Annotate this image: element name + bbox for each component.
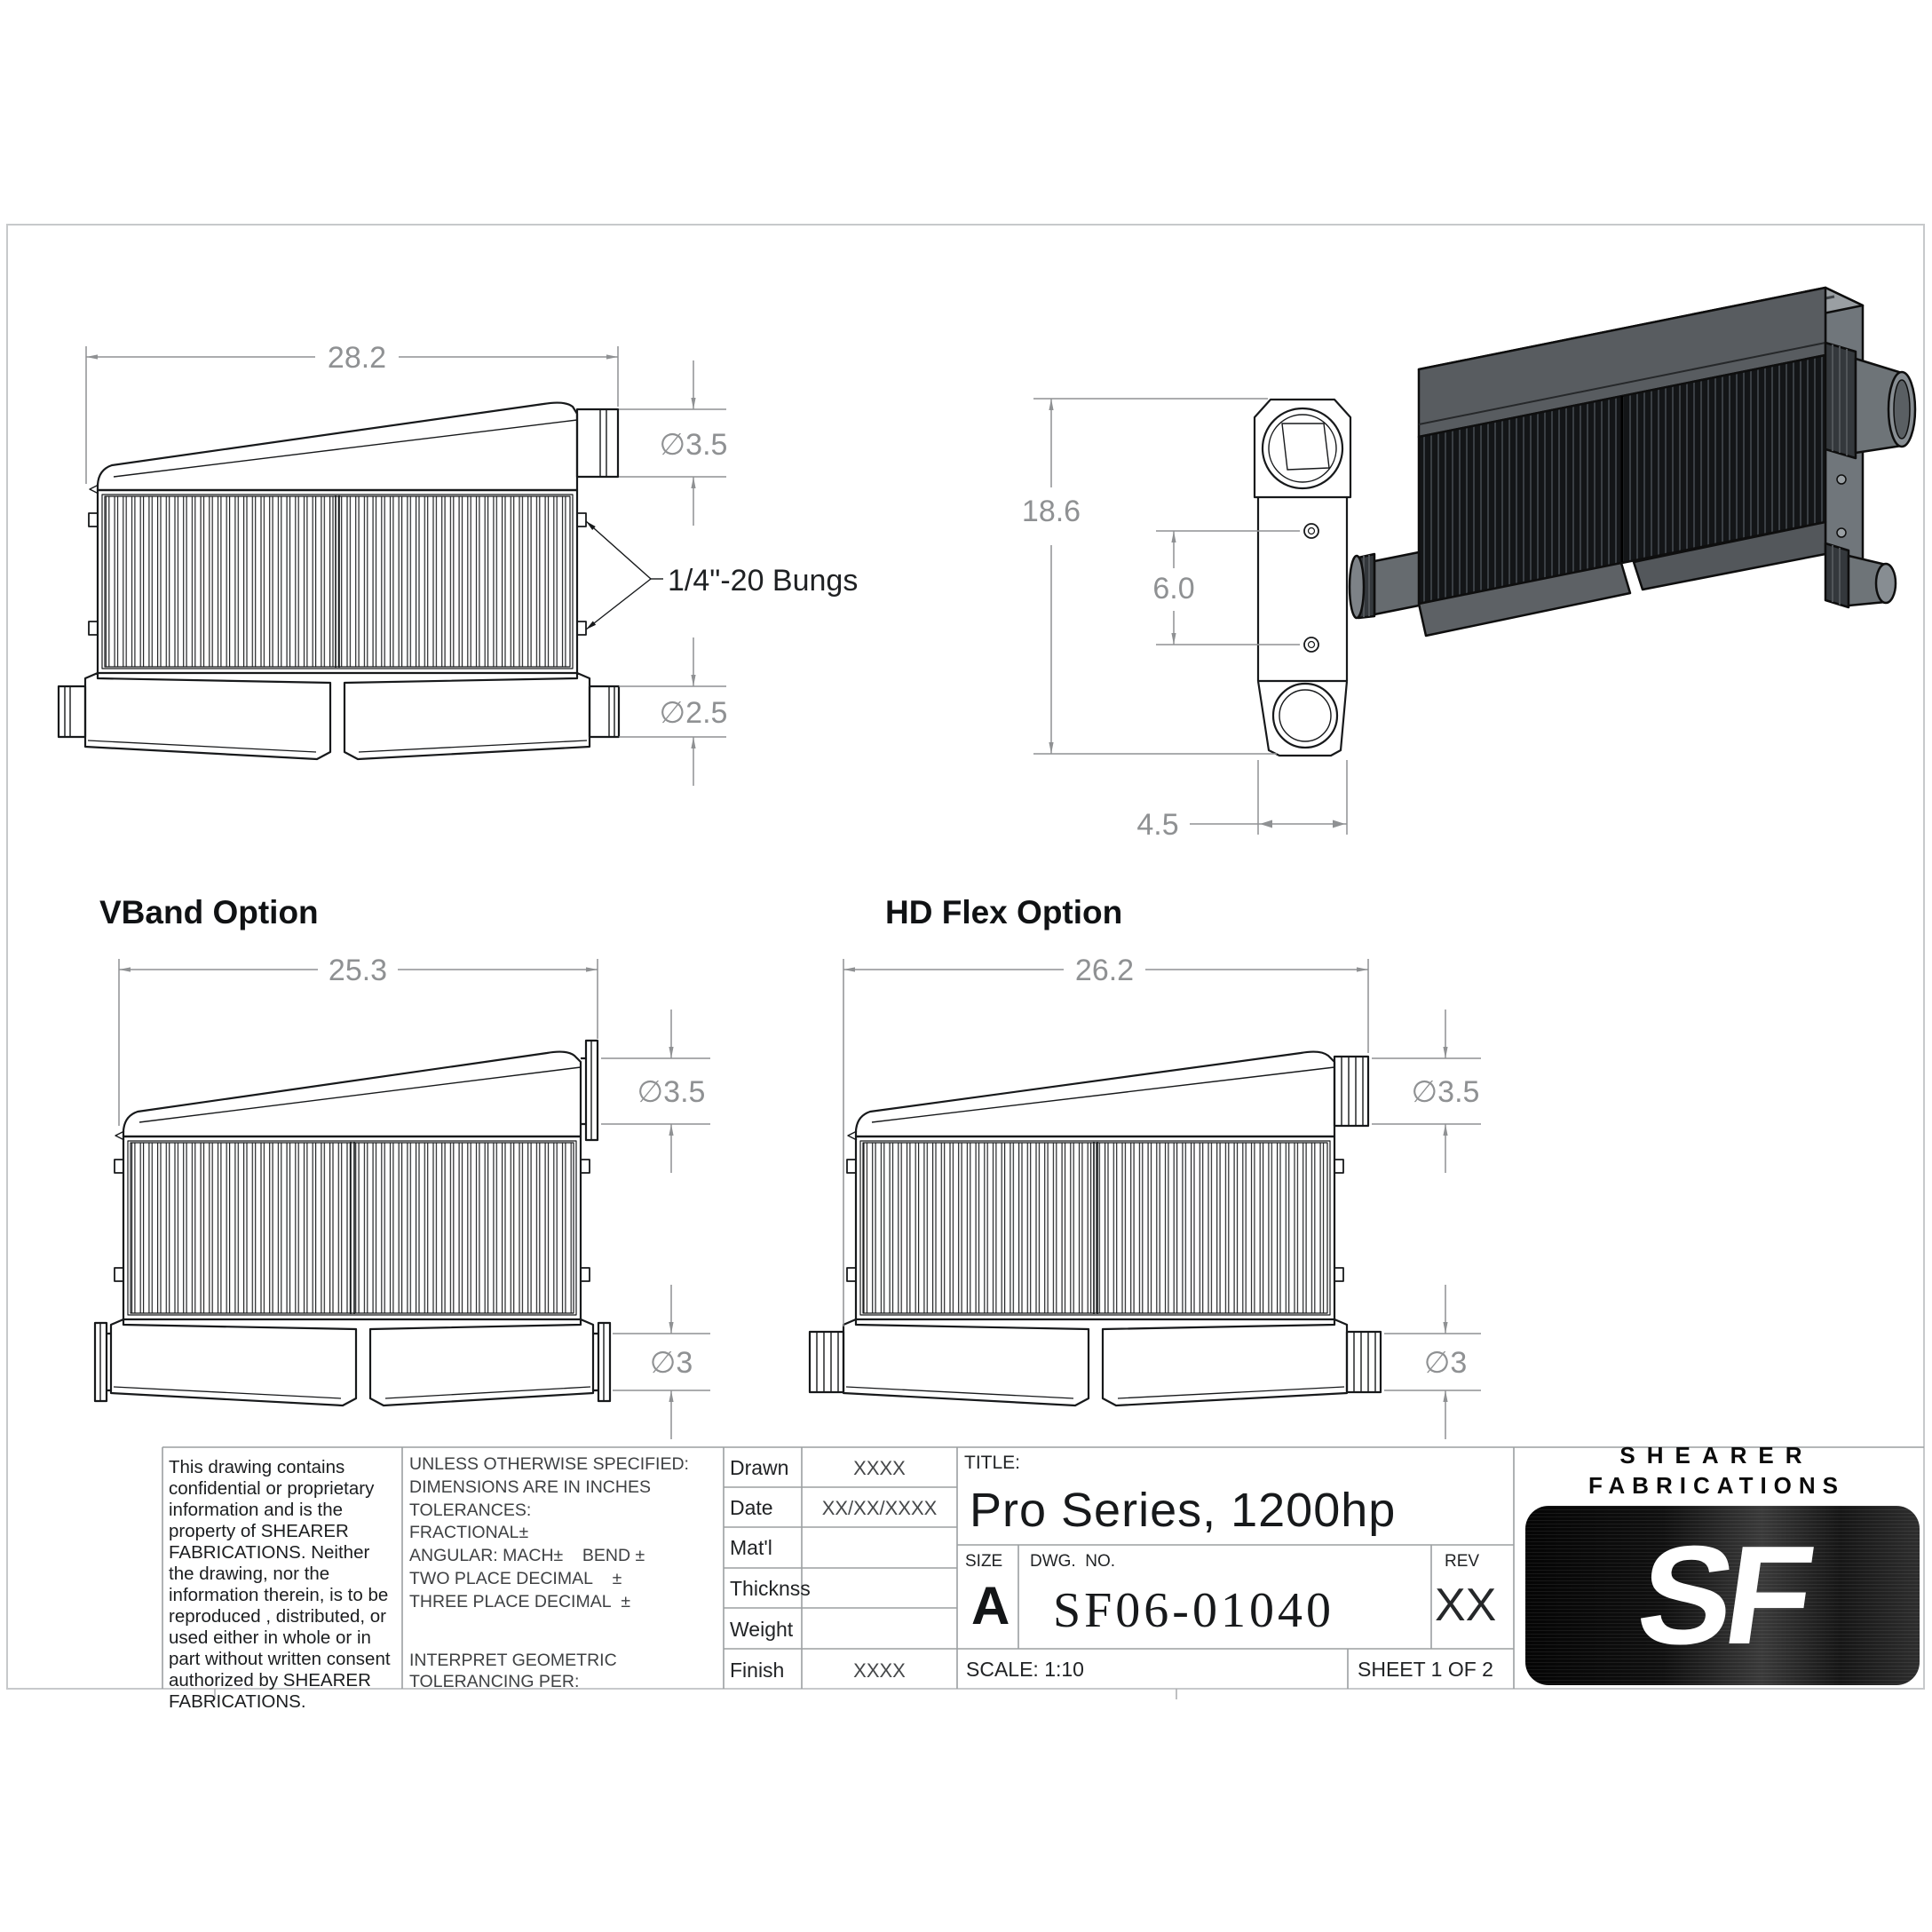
dim-width-26-2: 26.2 — [1074, 954, 1135, 987]
sf-logo-badge — [1525, 1506, 1920, 1685]
field-value-finish: XXXX — [853, 1659, 906, 1682]
dim-depth-4-5: 4.5 — [1136, 808, 1179, 842]
field-label-weight: Weight — [730, 1618, 794, 1641]
dim-dia-3-5-front: ∅3.5 — [659, 428, 728, 462]
dim-width-28-2: 28.2 — [327, 341, 387, 375]
tolerance-line: FRACTIONAL± — [409, 1523, 529, 1543]
dim-dia-3-5-vband: ∅3.5 — [637, 1075, 706, 1109]
tolerance-line: UNLESS OTHERWISE SPECIFIED: — [409, 1454, 689, 1474]
sf-monogram: SF — [1628, 1516, 1817, 1674]
rev-value: XX — [1435, 1580, 1497, 1631]
tolerance-line: THREE PLACE DECIMAL ± — [409, 1591, 631, 1611]
drawing-title: Pro Series, 1200hp — [970, 1484, 1397, 1537]
bungs-note: 1/4"-20 Bungs — [668, 564, 859, 598]
tolerance-line: ANGULAR: MACH± BEND ± — [409, 1546, 645, 1566]
tolerance-line: DIMENSIONS ARE IN INCHES — [409, 1477, 651, 1497]
field-label-finish: Finish — [730, 1659, 785, 1682]
logo-line-fabrications: FABRICATIONS — [1588, 1472, 1846, 1499]
size-value: A — [971, 1576, 1010, 1635]
title-label: TITLE: — [964, 1453, 1021, 1473]
vband-label: VBand Option — [99, 894, 319, 930]
tolerance-line: TOLERANCES: — [409, 1500, 532, 1520]
dim-dia-2-5-front: ∅2.5 — [659, 696, 728, 730]
field-value-date: XX/XX/XXXX — [821, 1497, 938, 1519]
dim-dia-3-hdflex: ∅3 — [1423, 1346, 1468, 1380]
hdflex-label: HD Flex Option — [885, 894, 1123, 930]
scale-text: SCALE: 1:10 — [966, 1658, 1084, 1681]
dwg-no-label: DWG. NO. — [1030, 1552, 1116, 1571]
field-label-matl: Mat'l — [730, 1536, 772, 1559]
dim-dia-3-vband: ∅3 — [649, 1346, 693, 1380]
sheet-text: SHEET 1 OF 2 — [1358, 1658, 1493, 1681]
dim-width-25-3: 25.3 — [328, 954, 388, 987]
field-label-drawn: Drawn — [730, 1456, 789, 1479]
rev-label: REV — [1445, 1552, 1480, 1571]
dim-spacing-6-0: 6.0 — [1152, 572, 1195, 606]
size-label: SIZE — [965, 1552, 1003, 1571]
field-label-date: Date — [730, 1496, 773, 1519]
dwg-no-value: SF06-01040 — [1053, 1583, 1334, 1638]
tolerance-line: TWO PLACE DECIMAL ± — [409, 1568, 622, 1588]
tolerance-notes — [409, 1453, 689, 1614]
confidential-note: This drawing contains confidential or proprietary information and is the property of SHEARER FABRICATIONS. Neither the drawing, nor the information therein, is to be reproduced , distributed, or used either in whole or in part without written consent authorized by SHEARER FABRICATIONS. — [169, 1457, 391, 1712]
field-value-drawn: XXXX — [853, 1457, 906, 1479]
dim-dia-3-5-hdflex: ∅3.5 — [1411, 1075, 1480, 1109]
field-label-thicknss: Thicknss — [730, 1577, 811, 1600]
interpret-note: INTERPRET GEOMETRIC TOLERANCING PER: — [409, 1651, 617, 1691]
logo-line-shearer: SHEARER — [1619, 1442, 1814, 1469]
dim-height-18-6: 18.6 — [1021, 495, 1081, 528]
